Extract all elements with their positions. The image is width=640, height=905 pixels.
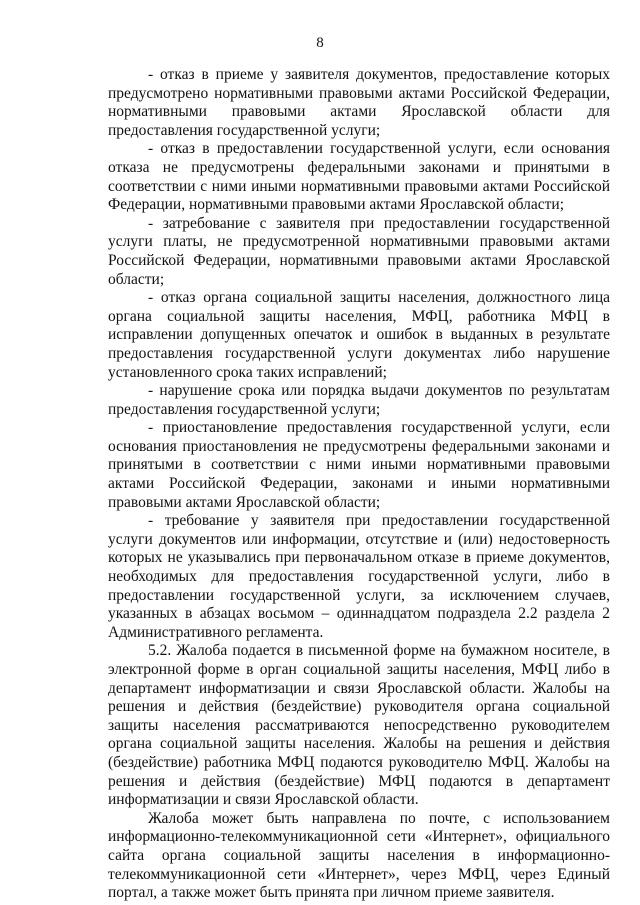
paragraph: - требование у заявителя при предоставлении государственной услуги документов или информации, отсутствие и (или) недостоверность которых не указывались при первоначальном отказе в приеме документов, необходимых для предоставления государственной услуги, либо в предоставлении государственной услуги, за исключением случаев, указанных в абзацах восьмом – одиннадцатом подраздела 2.2 раздела 2 Административного регламента. [108, 512, 610, 641]
paragraph: - затребование с заявителя при предоставлении государственной услуги платы, не предусмотренной нормативными правовыми актами Российской Федерации, нормативными правовыми актами Ярославской области; [108, 214, 610, 288]
paragraph: - отказ органа социальной защиты населения, должностного лица органа социальной защиты населения, МФЦ, работника МФЦ в исправлении допущенных опечаток и ошибок в выданных в результате предоставления государственной услуги документах либо нарушение установленного срока таких исправлений; [108, 289, 610, 381]
page-number: 8 [316, 35, 324, 51]
paragraph: 5.2. Жалоба подается в письменной форме на бумажном носителе, в электронной форме в орган социальной защиты населения, МФЦ либо в департамент информатизации и связи Ярославской области. Жалобы на решения и действия (бездействие) руководителя органа социальной защиты населения рассматриваются непосредственно руководителем органа социальной защиты населения. Жалобы на решения и действия (бездействие) работника МФЦ подаются руководителю МФЦ. Жалобы на решения и действия (бездействие) МФЦ подаются в департамент информатизации и связи Ярославской области. [108, 642, 610, 809]
paragraph: - отказ в предоставлении государственной услуги, если основания отказа не предусмотрены федеральными законами и принятыми в соответствии с ними иными нормативными правовыми актами Российской Федерации, нормативными правовыми актами Ярославской области; [108, 140, 610, 214]
paragraph: - приостановление предоставления государственной услуги, если основания приостановления не предусмотрены федеральными законами и принятыми в соответствии с ними иными нормативными правовыми актами Российской Федерации, законами и иными нормативными правовыми актами Ярославской области; [108, 419, 610, 511]
document-body [108, 66, 610, 903]
paragraph: - отказ в приеме у заявителя документов, предоставление которых предусмотрено нормативными правовыми актами Российской Федерации, нормативными правовыми актами Ярославской области для предоставления государственной услуги; [108, 66, 610, 139]
paragraph: Жалоба может быть направлена по почте, с использованием информационно-телекоммуникационной сети «Интернет», официального сайта органа социальной защиты населения в информационно-телекоммуникационной сети «Интернет», через МФЦ, через Единый портал, а также может быть принята при личном приеме заявителя. [108, 809, 610, 902]
paragraph: - нарушение срока или порядка выдачи документов по результатам предоставления государственной услуги; [108, 382, 610, 418]
